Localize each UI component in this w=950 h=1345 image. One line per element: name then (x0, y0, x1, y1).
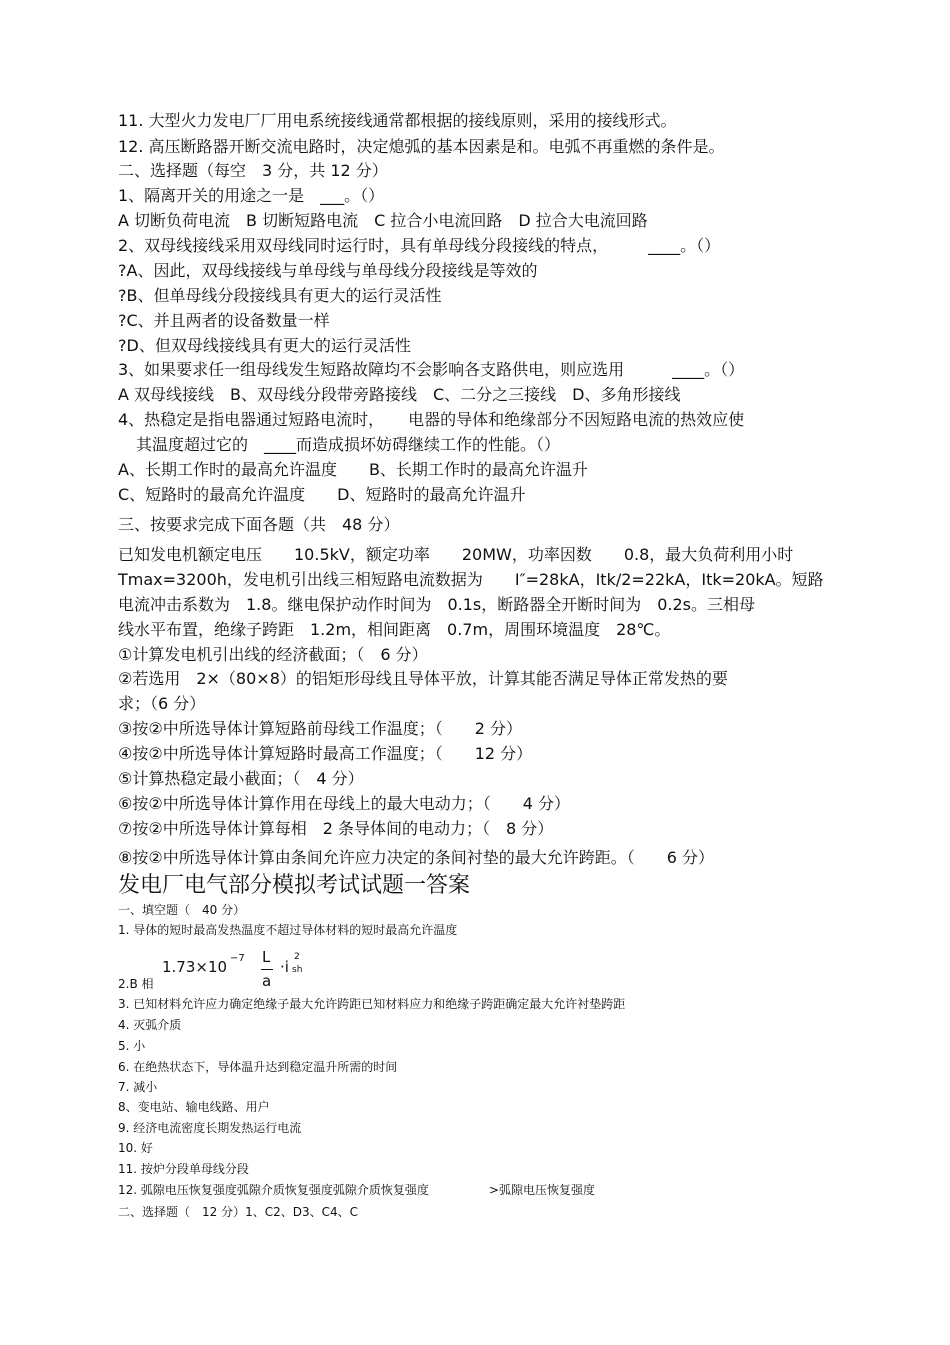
sub-question: ⑥按②中所选导体计算作用在母线上的最大电动力；（ 4 分） (118, 794, 570, 813)
sub-question: ⑧按②中所选导体计算由条间允许应力决定的条间衬垫的最大允许跨距。（ 6 分） (118, 848, 714, 867)
sub-question: ⑤计算热稳定最小截面；（ 4 分） (118, 769, 364, 788)
answer-line: 11. 按炉分段单母线分段 (118, 1162, 249, 1176)
formula-tail: ·i (280, 958, 289, 976)
section-heading: 二、选择题（每空 3 分，共 12 分） (118, 161, 388, 180)
problem-text: 线水平布置，绝缘子跨距 1.2m，相间距离 0.7m，周围环境温度 28℃。 (118, 620, 671, 639)
exam-line: 11. 大型火力发电厂厂用电系统接线通常都根据的接线原则，采用的接线形式。 (118, 111, 677, 130)
formula-subscript: sh (292, 965, 303, 975)
option: ?D、但双母线接线具有更大的运行灵活性 (118, 336, 411, 355)
sub-question: ④按②中所选导体计算短路时最高工作温度；（ 12 分） (118, 744, 533, 763)
formula (162, 948, 322, 992)
problem-text: 已知发电机额定电压 10.5kV，额定功率 20MW，功率因数 0.8，最大负荷利用小时 (118, 545, 794, 564)
sub-question: ③按②中所选导体计算短路前母线工作温度；（ 2 分） (118, 719, 522, 738)
options: A 切断负荷电流 B 切断短路电流 C 拉合小电流回路 D 拉合大电流回路 (118, 211, 648, 230)
sub-question: ①计算发电机引出线的经济截面；（ 6 分） (118, 645, 428, 664)
problem-text: 电流冲击系数为 1.8。继电保护动作时间为 0.1s，断路器全开断时间为 0.2s。三相母 (118, 595, 756, 614)
question-continued: 其温度超过它的 ____而造成损坏妨碍继续工作的性能。（） (136, 435, 561, 454)
section-heading: 三、按要求完成下面各题（共 48 分） (118, 515, 400, 534)
answer-title: 发电厂电气部分模拟考试试题一答案 (118, 873, 471, 898)
answer-line: 12. 弧隙电压恢复强度弧隙介质恢复强度弧隙介质恢复强度 >弧隙电压恢复强度 (118, 1183, 595, 1197)
option: ?B、但单母线分段接线具有更大的运行灵活性 (118, 286, 442, 305)
answer-heading: 一、填空题（ 40 分） (118, 903, 246, 917)
answer-line: 8、变电站、输电线路、用户 (118, 1100, 270, 1114)
question: 1、隔离开关的用途之一是 ___。（） (118, 186, 385, 205)
answer-line: 10. 好 (118, 1141, 153, 1155)
formula-denominator: a (262, 972, 272, 990)
answer-heading: 二、选择题（ 12 分）1、C2、D3、C4、C (118, 1205, 359, 1219)
question: 2、双母线接线采用双母线同时运行时，具有单母线分段接线的特点， ____。（） (118, 236, 721, 255)
sub-question: ②若选用 2×（80×8）的铝矩形母线且导体平放，计算其能否满足导体正常发热的要 (118, 669, 728, 688)
answer-line: 5. 小 (118, 1039, 146, 1053)
formula-superscript: 2 (294, 952, 300, 962)
answer-line: 3. 已知材料允许应力确定绝缘子最大允许跨距已知材料应力和绝缘子跨距确定最大允许衬垫跨距 (118, 997, 626, 1011)
fraction-line (261, 969, 273, 970)
answer-line: 9. 经济电流密度长期发热运行电流 (118, 1121, 302, 1135)
formula-numerator: L (262, 948, 271, 966)
answer-line: 6. 在绝热状态下，导体温升达到稳定温升所需的时间 (118, 1060, 398, 1074)
options: C、短路时的最高允许温度 D、短路时的最高允许温升 (118, 485, 526, 504)
option: ?A、因此，双母线接线与单母线与单母线分段接线是等效的 (118, 261, 538, 280)
question: 4、热稳定是指电器通过短路电流时， 电器的导体和绝缘部分不因短路电流的热效应使 (118, 410, 745, 429)
formula-exponent: −7 (230, 953, 245, 964)
answer-line: 2.B 相 (118, 977, 154, 991)
formula-coefficient: 1.73×10 (162, 958, 228, 976)
exam-line: 12. 高压断路器开断交流电路时，决定熄弧的基本因素是和。电弧不再重燃的条件是。 (118, 137, 725, 156)
answer-line: 1. 导体的短时最高发热温度不超过导体材料的短时最高允许温度 (118, 923, 458, 937)
options: A 双母线接线 B、双母线分段带旁路接线 C、二分之三接线 D、多角形接线 (118, 385, 681, 404)
sub-question: ⑦按②中所选导体计算每相 2 条导体间的电动力；（ 8 分） (118, 819, 554, 838)
option: ?C、并且两者的设备数量一样 (118, 311, 330, 330)
options: A、长期工作时的最高允许温度 B、长期工作时的最高允许温升 (118, 460, 588, 479)
answer-line: 4. 灭弧介质 (118, 1018, 182, 1032)
answer-line: 7. 减小 (118, 1080, 158, 1094)
problem-text: Tmax=3200h，发电机引出线三相短路电流数据为 I″=28kA，Itk/2=22kA，Itk=20kA。短路 (118, 570, 824, 589)
sub-question: 求；（6 分） (118, 694, 206, 713)
question: 3、如果要求任一组母线发生短路故障均不会影响各支路供电，则应选用 ____。（） (118, 360, 745, 379)
